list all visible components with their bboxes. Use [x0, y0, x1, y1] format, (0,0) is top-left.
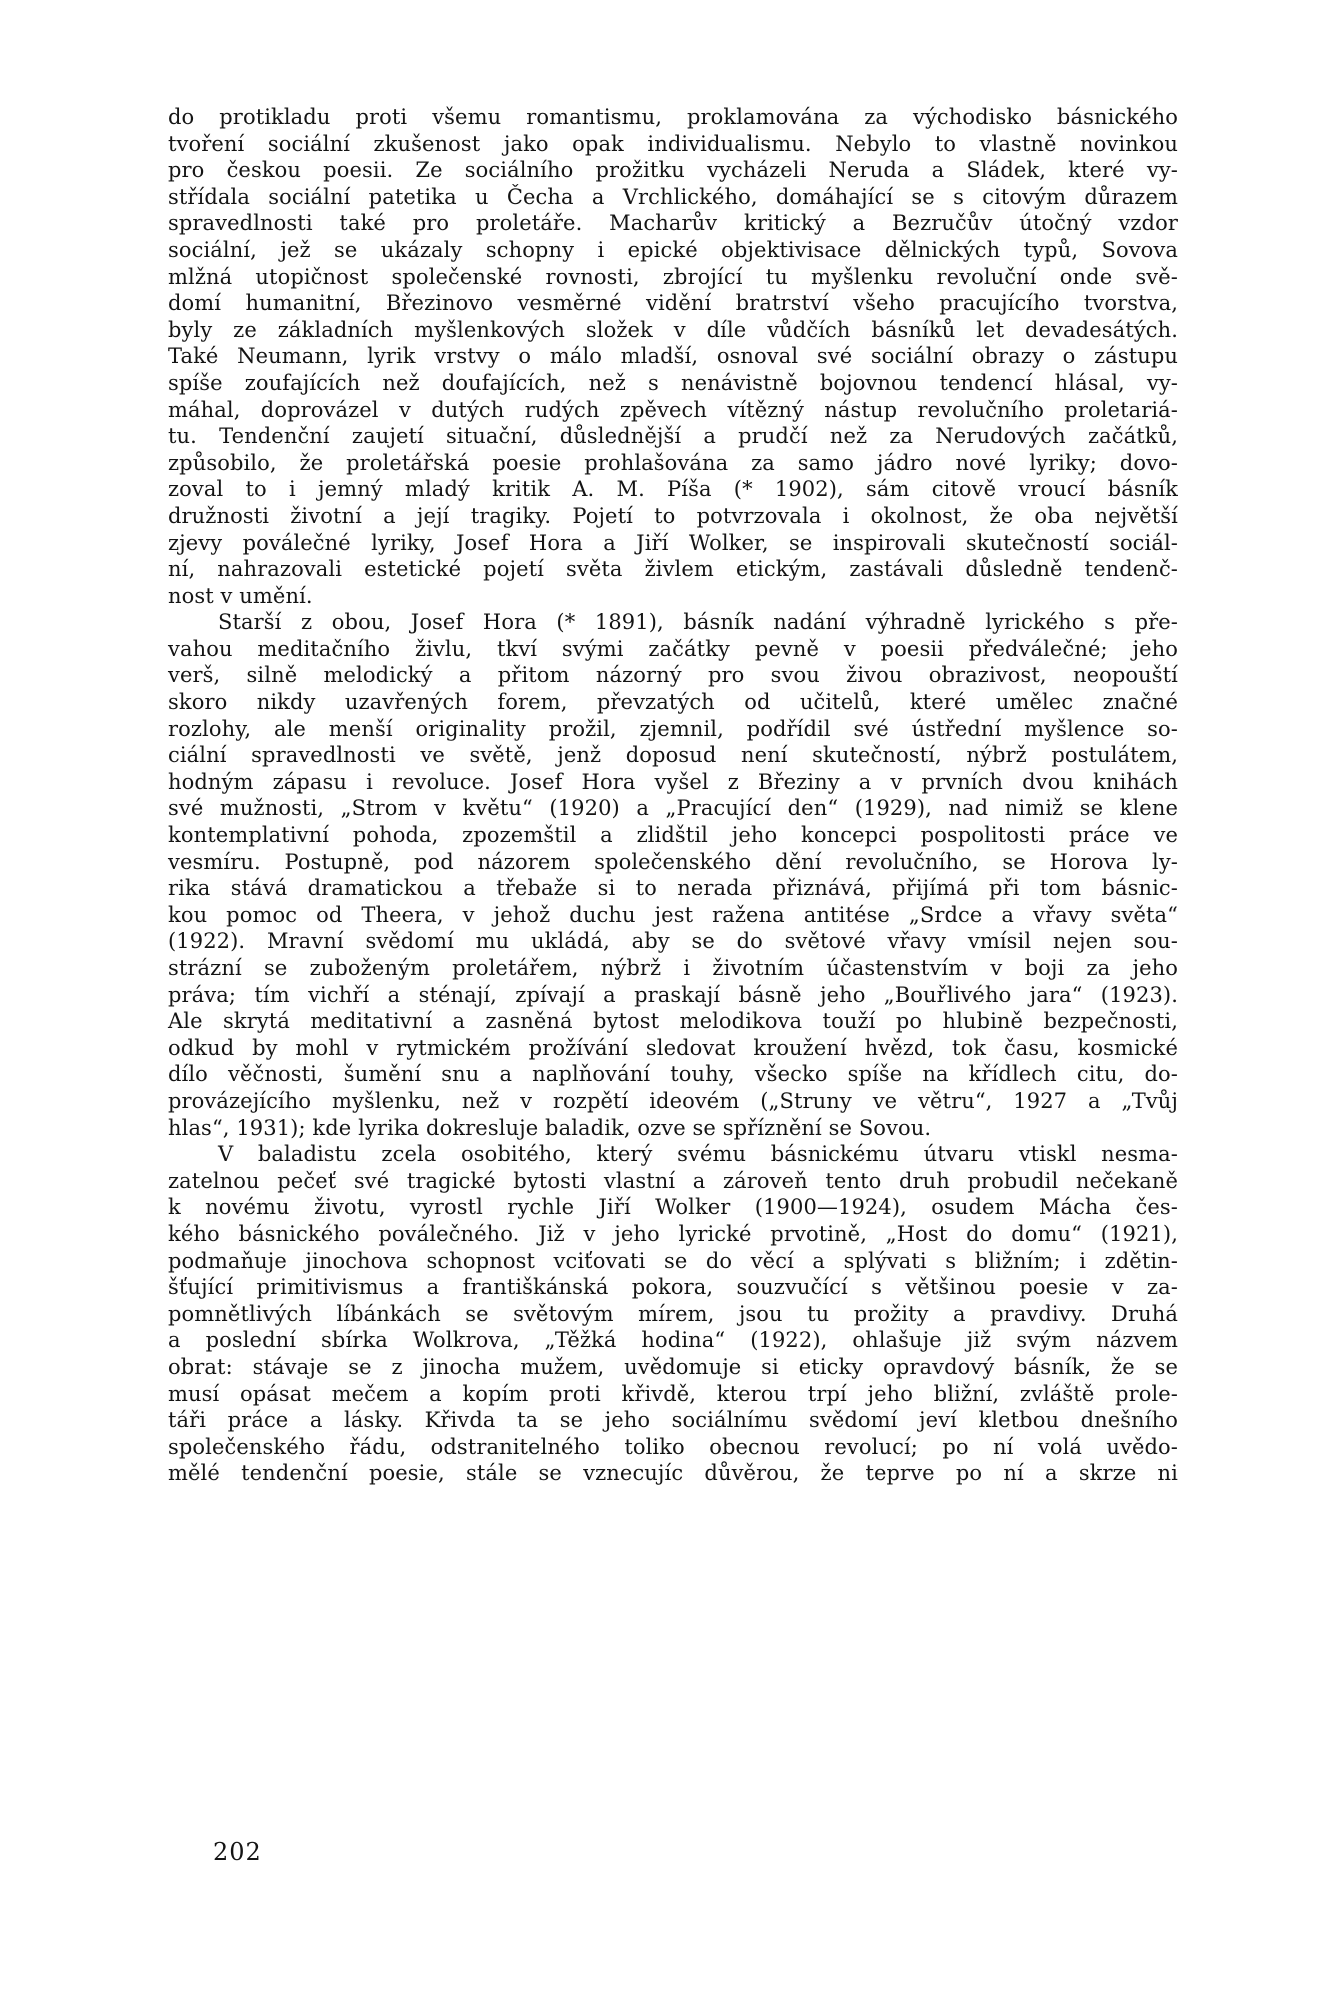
text-line: své mužnosti, „Strom v květu“ (1920) a „Pracující den“ (1929), nad nimiž se klene: [168, 796, 1178, 821]
text-line: zjevy poválečné lyriky, Josef Hora a Jiří Wolker, se inspirovali skutečností sociál-: [168, 530, 1178, 555]
page-body: [168, 104, 1178, 1487]
paragraph-1: [168, 104, 1178, 609]
text-line: kontemplativní pohoda, zpozemštil a zlidštil jeho koncepci pospolitosti práce ve: [168, 823, 1178, 848]
text-line: (1922). Mravní svědomí mu ukládá, aby se do světové vřavy vmísil nejen sou-: [168, 929, 1178, 954]
text-line: do protikladu proti všemu romantismu, proklamována za východisko básnického: [168, 105, 1178, 129]
text-line: zatelnou pečeť své tragické bytosti vlastní a zároveň tento druh probudil nečekaně: [168, 1168, 1178, 1193]
text-line: ní, nahrazovali estetické pojetí světa živlem etickým, zastávali důsledně tendenč-: [168, 557, 1178, 582]
text-line: ciální spravedlnosti ve světě, jenž doposud není skutečností, nýbrž postulátem,: [168, 743, 1178, 768]
text-line: dílo věčnosti, šumění snu a naplňování touhy, všecko spíše na křídlech citu, do-: [168, 1062, 1178, 1087]
text-line: domí humanitní, Březinovo vesměrné vidění bratrství všeho pracujícího tvorstva,: [168, 291, 1178, 316]
text-line: strázní se zuboženým proletářem, nýbrž i životním účastenstvím v boji za jeho: [168, 956, 1178, 980]
text-line: táři práce a lásky. Křivda ta se jeho sociálnímu svědomí jeví kletbou dnešního: [168, 1408, 1178, 1433]
text-line: obrat: stávaje se z jinocha mužem, uvědomuje si eticky opravdový básník, že se: [168, 1354, 1178, 1379]
text-line: vesmíru. Postupně, pod názorem společenského dění revolučního, se Horova ly-: [168, 849, 1178, 874]
text-line: společenského řádu, odstranitelného toliko obecnou revolucí; po ní volá uvědo-: [168, 1434, 1178, 1459]
text-line: mlžná utopičnost společenské rovnosti, zbrojící tu myšlenku revoluční onde svě-: [168, 264, 1178, 289]
text-line: Starší z obou, Josef Hora (* 1891), básník nadání výhradně lyrického s pře-: [218, 610, 1178, 635]
text-line: vahou meditačního živlu, tkví svými začátky pevně v poesii předválečné; jeho: [168, 636, 1178, 661]
text-line: pomnětlivých líbánkách se světovým mírem, jsou tu prožity a pravdivy. Druhá: [168, 1301, 1178, 1326]
text-line: hodným zápasu i revoluce. Josef Hora vyšel z Březiny a v prvních dvou knihách: [168, 769, 1178, 794]
text-line: máhal, doprovázel v dutých rudých zpěvech vítězný nástup revolučního proletariá-: [168, 397, 1178, 422]
text-line: hlas“, 1931); kde lyrika dokresluje baladik, ozve se spříznění se Sovou.: [168, 1115, 932, 1140]
text-line: střídala sociální patetika u Čecha a Vrchlického, domáhající se s citovým důrazem: [168, 184, 1178, 209]
text-line: Ale skrytá meditativní a zasněná bytost melodikova touží po hlubině bezpečnosti,: [168, 1009, 1178, 1034]
text-line: byly ze základních myšlenkových složek v díle vůdčích básníků let devadesátých.: [168, 317, 1178, 342]
text-line: rozlohy, ale menší originality prožil, zjemnil, podřídil své ústřední myšlence so-: [168, 716, 1178, 741]
text-line: zoval to i jemný mladý kritik A. M. Píša (* 1902), sám citově vroucí básník: [168, 477, 1178, 502]
text-line: skoro nikdy uzavřených forem, převzatých od učitelů, které umělec značné: [168, 690, 1178, 715]
text-line: šťující primitivismus a františkánská pokora, souzvučící s většinou poesie v za-: [168, 1275, 1178, 1300]
text-line: V baladistu zcela osobitého, který svému básnickému útvaru vtiskl nesma-: [218, 1142, 1178, 1167]
text-line: spravedlnosti také pro proletáře. Macharův kritický a Bezručův útočný vzdor: [168, 211, 1178, 236]
text-line: způsobilo, že proletářská poesie prohlašována za samo jádro nové lyriky; dovo-: [168, 450, 1178, 475]
text-line: tvoření sociální zkušenost jako opak individualismu. Nebylo to vlastně novinkou: [168, 131, 1178, 156]
page-number: 202: [213, 1838, 262, 1866]
text-line: práva; tím vichří a sténají, zpívají a praskají básně jeho „Bouřlivého jara“ (1923).: [168, 982, 1178, 1007]
text-line: a poslední sbírka Wolkrova, „Těžká hodina“ (1922), ohlašuje již svým názvem: [168, 1328, 1178, 1353]
paragraph-3: [168, 1141, 1178, 1487]
paragraph-2: [168, 609, 1178, 1141]
text-line: podmaňuje jinochova schopnost vciťovati se do věcí a splývati s bližním; i zdětin-: [168, 1248, 1178, 1273]
text-line: verš, silně melodický a přitom názorný pro svou živou obrazivost, neopouští: [168, 663, 1178, 688]
text-line: provázejícího myšlenku, než v rozpětí ideovém („Struny ve větru“, 1927 a „Tvůj: [168, 1088, 1178, 1113]
text-line: rika stává dramatickou a třebaže si to nerada přiznává, přijímá při tom básnic-: [168, 876, 1178, 901]
text-line: spíše zoufajících než doufajících, než s nenávistně bojovnou tendencí hlásal, vy-: [168, 370, 1178, 395]
text-line: družnosti životní a její tragiky. Pojetí to potvrzovala i okolnost, že oba největší: [168, 503, 1178, 528]
text-line: musí opásat mečem a kopím proti křivdě, kterou trpí jeho bližní, zvláště prole-: [168, 1381, 1178, 1406]
text-line: nost v umění.: [168, 583, 313, 608]
text-line: k novému životu, vyrostl rychle Jiří Wolker (1900—1924), osudem Mácha čes-: [168, 1195, 1178, 1220]
text-line: odkud by mohl v rytmickém prožívání sledovat kroužení hvězd, tok času, kosmické: [168, 1035, 1178, 1060]
text-line: Také Neumann, lyrik vrstvy o málo mladší, osnoval své sociální obrazy o zástupu: [168, 344, 1178, 369]
text-line: kou pomoc od Theera, v jehož duchu jest ražena antitése „Srdce a vřavy světa“: [168, 902, 1178, 927]
text-line: sociální, jež se ukázaly schopny i epické objektivisace dělnických typů, Sovova: [168, 237, 1178, 262]
text-line: kého básnického poválečného. Již v jeho lyrické prvotině, „Host do domu“ (1921),: [168, 1221, 1178, 1246]
text-line: mělé tendenční poesie, stále se vznecujíc důvěrou, že teprve po ní a skrze ni: [168, 1461, 1178, 1486]
text-line: tu. Tendenční zaujetí situační, důslednější a prudčí než za Nerudových začátků,: [168, 424, 1178, 449]
text-line: pro českou poesii. Ze sociálního prožitku vycházeli Neruda a Sládek, které vy-: [168, 158, 1178, 183]
